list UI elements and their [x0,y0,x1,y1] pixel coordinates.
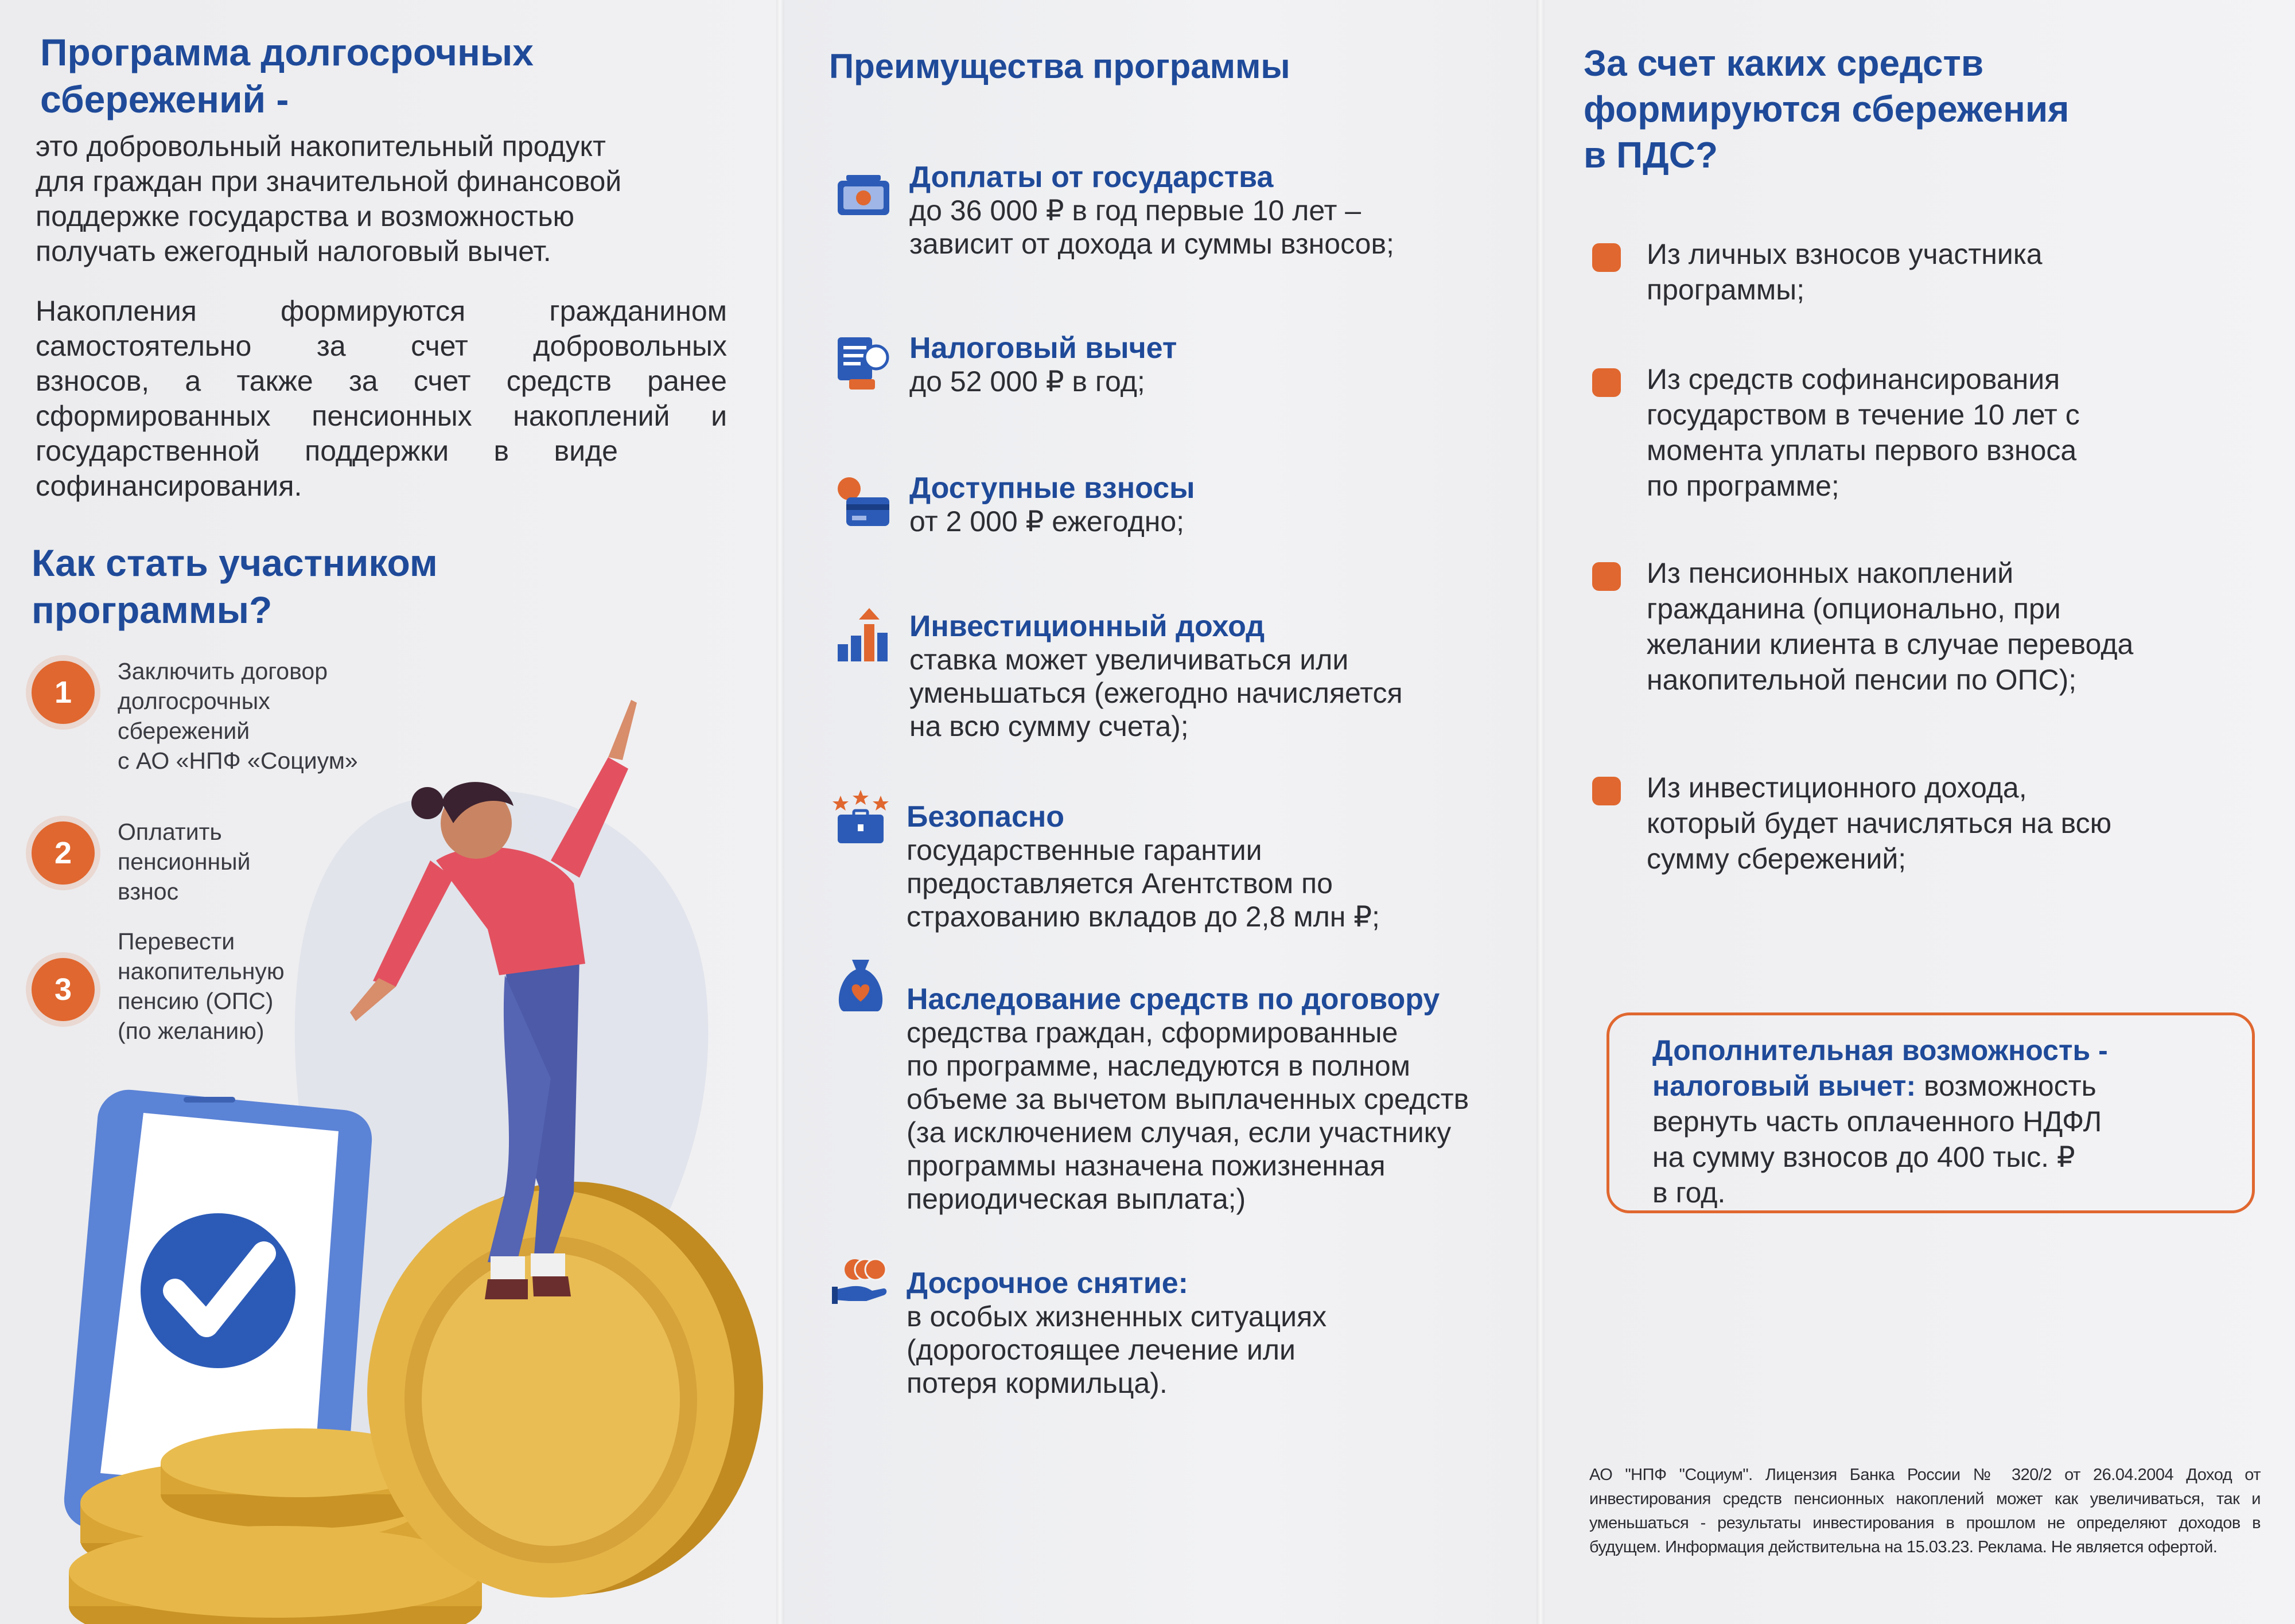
ruble-card-icon [835,474,892,532]
step-number: 2 [32,821,95,885]
bullet-marker [1592,368,1621,397]
growth-chart-icon [835,607,892,664]
advantage-early-withdrawal: Досрочное снятие: в особых жизненных ситуациях (дорогостоящее лечение или потеря кормильца). [832,1267,1492,1400]
fold-line [1537,0,1545,1624]
program-title: Программа долгосрочных сбережений - [40,31,534,120]
intro-paragraph: это добровольный накопительный продукт для граждан при значительной финансовой поддержке государства и возможностью получать ежегодный налоговый вычет. [36,130,622,267]
woman-on-coins-illustration [0,688,780,1624]
sources-title: За счет каких средств формируются сбережения в ПДС? [1584,42,2070,176]
advantage-tax-deduction: Налоговый вычет до 52 000 ₽ в год; [835,332,1495,398]
step-number: 1 [32,661,95,724]
additional-opportunity-box: Дополнительная возможность - налоговый вычет: возможность вернуть часть оплаченного НДФЛ на сумму взносов до 400 тыс. ₽ в год. [1606,1012,2255,1213]
briefcase-stars-icon [832,789,889,846]
tax-document-icon [835,334,892,392]
advantages-title: Преимущества программы [829,47,1290,85]
source-item-2: Из средств софинансирования государством в течение 10 лет с момента уплаты первого взноса по программе; [1592,361,2252,504]
big-coin-icon [367,1182,763,1598]
howto-heading: Как стать участником программы? [32,542,438,631]
advantage-safety: Безопасно государственные гарантии предоставляется Агентством по страхованию вкладов до 2,8 млн ₽; [832,800,1492,933]
hand-coins-icon [832,1255,889,1313]
money-bag-heart-icon [832,957,889,1014]
source-item-1: Из личных взносов участника программы; [1592,236,2252,307]
source-item-3: Из пенсионных накоплений гражданина (опционально, при желании клиента в случае перевода накопительной пенсии по ОПС); [1592,555,2252,698]
advantage-state-payments: Доплаты от государства до 36 000 ₽ в год первые 10 лет – зависит от дохода и суммы взносов; [835,161,1495,260]
bullet-marker [1592,243,1621,272]
step-number: 3 [32,958,95,1021]
bullet-marker [1592,777,1621,805]
money-icon [835,169,892,227]
savings-paragraph: Накопления формируются гражданином самостоятельно за счет добровольных взносов, а также за счет средств ранее сформированных пенсионных накоплений и государственной поддержки в виде софинансирования. [36,295,727,502]
source-item-4: Из инвестиционного дохода, который будет начисляться на всю сумму сбережений; [1592,770,2252,877]
step-text: Перевести накопительную пенсию (ОПС) (по желанию) [118,928,285,1044]
advantage-affordable-contributions: Доступные взносы от 2 000 ₽ ежегодно; [835,472,1495,538]
step-text: Оплатить пенсионный взнос [118,819,251,905]
bullet-marker [1592,562,1621,591]
legal-disclaimer: АО "НПФ "Социум". Лицензия Банка России № 320/2 от 26.04.2004 Доход от инвестирования средств пенсионных накоплений может как увеличиваться, так и уменьшаться - результаты инвестирования в прошлом не определяют доходов в будущем. Информация действительна на 15.03.23. Реклама. Не является офертой. [1589,1466,2261,1556]
advantage-inheritance: Наследование средств по договору средства граждан, сформированные по программе, наследуются в полном объеме за вычетом выплаченных средств (за исключением случая, если участнику программы назначена пожизненная периодическая выплата;) [832,983,1492,1216]
step-text: Заключить договор долгосрочных сбережений с АО «НПФ «Социум» [118,658,358,774]
advantage-investment-income: Инвестиционный доход ставка может увеличиваться или уменьшаться (ежегодно начисляется на всю сумму счета); [835,610,1495,743]
